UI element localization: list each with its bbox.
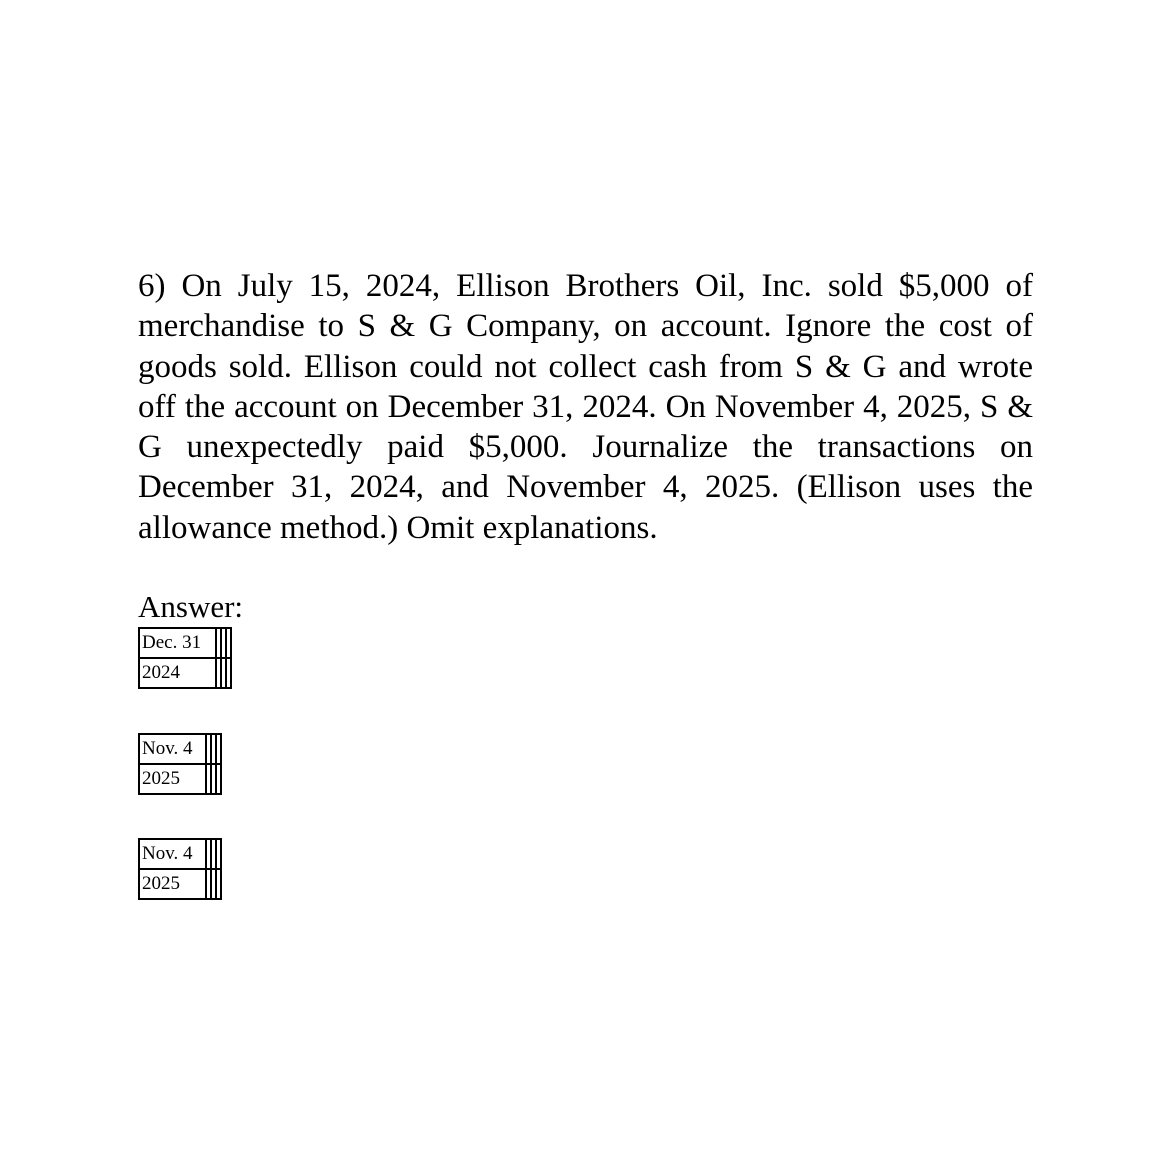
journal-entry-table-dec-31-2024 xyxy=(138,627,232,689)
table-row xyxy=(139,628,231,658)
credit-cell[interactable] xyxy=(226,628,231,658)
answer-label: Answer: xyxy=(138,589,244,624)
table-row xyxy=(139,734,221,764)
question-text: 6) On July 15, 2024, Ellison Brothers Oil, Inc. sold $5,000 of merchandise to S & G Company, on account. Ignore the cost of goods sold. Ellison could not collect cash from S & G and wrote off the account on December 31, 2024. On November 4, 2025, S & G unexpectedly paid $5,000. Journalize the transactions on December 31, 2024, and November 4, 2025. (Ellison uses the allowance method.) Omit explanations. xyxy=(138,268,1033,546)
table-row xyxy=(139,658,231,688)
date-cell: Nov. 4 xyxy=(139,734,206,764)
date-cell: 2024 xyxy=(139,658,216,688)
journal-entry-table-nov-4-2025-b xyxy=(138,838,222,900)
date-cell: 2025 xyxy=(139,869,206,899)
date-cell: Dec. 31 xyxy=(139,628,216,658)
date-cell: Nov. 4 xyxy=(139,839,206,869)
table-row xyxy=(139,869,221,899)
table-row xyxy=(139,764,221,794)
journal-entry-table-nov-4-2025-a xyxy=(138,733,222,795)
date-cell: 2025 xyxy=(139,764,206,794)
table-row xyxy=(139,839,221,869)
credit-cell[interactable] xyxy=(216,869,221,899)
credit-cell[interactable] xyxy=(226,658,231,688)
credit-cell[interactable] xyxy=(216,764,221,794)
credit-cell[interactable] xyxy=(216,734,221,764)
credit-cell[interactable] xyxy=(216,839,221,869)
